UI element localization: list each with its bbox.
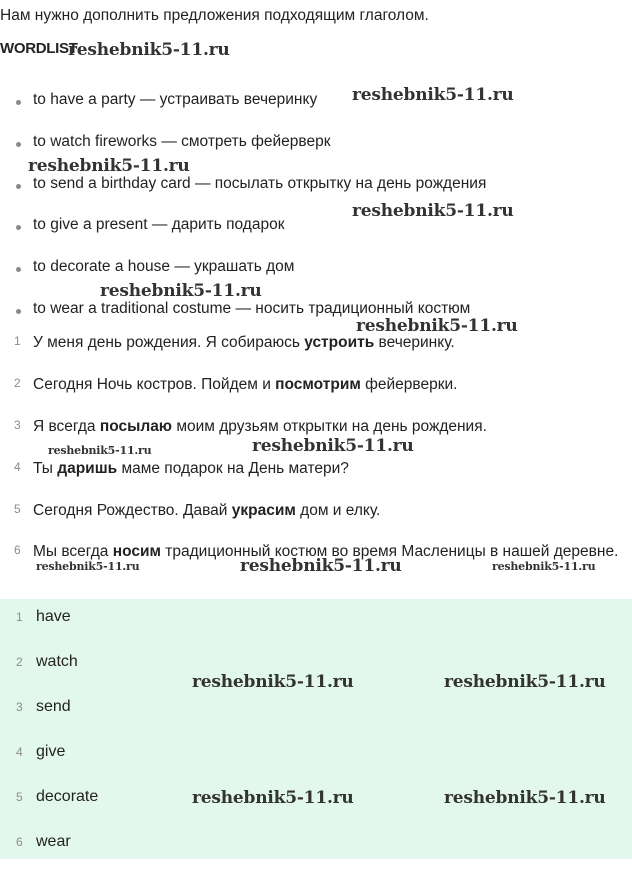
answer-text: wear	[36, 833, 71, 850]
wordlist-item-text: to have a party — устраивать вечеринку	[33, 91, 318, 108]
sentence-number: 1	[14, 334, 21, 348]
sentence-verb: устроить	[304, 334, 375, 351]
watermark-text: reshebnik5-11.ru	[444, 788, 606, 808]
sentence-text: Ты даришь маме подарок на День матери?	[33, 460, 349, 477]
answer-text: watch	[36, 653, 78, 670]
answer-text: decorate	[36, 788, 99, 805]
bullet-dot	[16, 225, 21, 230]
sentence-number: 4	[14, 460, 21, 474]
sentence-number: 6	[14, 543, 21, 557]
watermark-text: reshebnik5-11.ru	[100, 281, 262, 301]
watermark-text: reshebnik5-11.ru	[492, 560, 596, 573]
sentence-verb: украсим	[231, 502, 296, 519]
wordlist-item-text: to wear a traditional costume — носить традиционный костюм	[33, 300, 471, 317]
watermark-text: reshebnik5-11.ru	[352, 201, 514, 221]
wordlist-item-text: to send a birthday card — посылать открытку на день рождения	[33, 175, 487, 192]
answer-number: 5	[16, 790, 23, 804]
answer-number: 2	[16, 655, 23, 669]
sentence-text: Сегодня Ночь костров. Пойдем и посмотрим фейерверки.	[33, 376, 458, 393]
wordlist-item-text: to give a present — дарить подарок	[33, 216, 285, 233]
wordlist-title: WORDLIST	[0, 40, 78, 57]
watermark-text: reshebnik5-11.ru	[192, 672, 354, 692]
sentence-verb: посылаю	[99, 418, 173, 435]
watermark-text: reshebnik5-11.ru	[192, 788, 354, 808]
watermark-text: reshebnik5-11.ru	[48, 444, 152, 457]
answers-panel	[0, 599, 632, 859]
answer-text: send	[36, 698, 71, 715]
sentence-number: 2	[14, 376, 21, 390]
bullet-dot	[16, 267, 21, 272]
sentence-number: 3	[14, 418, 21, 432]
watermark-text: reshebnik5-11.ru	[240, 556, 402, 576]
sentence-text: У меня день рождения. Я собираюсь устроить вечеринку.	[33, 334, 455, 351]
watermark-text: reshebnik5-11.ru	[36, 560, 140, 573]
answer-number: 1	[16, 610, 23, 624]
watermark-text: reshebnik5-11.ru	[356, 316, 518, 336]
watermark-text: reshebnik5-11.ru	[252, 436, 414, 456]
bullet-dot	[16, 142, 21, 147]
sentence-text: Мы всегда носим традиционный костюм во время Масленицы в нашей деревне.	[33, 543, 619, 560]
intro-text: Нам нужно дополнить предложения подходящим глаголом.	[0, 7, 429, 24]
bullet-dot	[16, 184, 21, 189]
wordlist-item-text: to decorate a house — украшать дом	[33, 258, 295, 275]
wordlist-item-text: to watch fireworks — смотреть фейерверк	[33, 133, 331, 150]
answer-number: 3	[16, 700, 23, 714]
sentence-verb: посмотрим	[275, 376, 361, 393]
sentence-verb: носим	[112, 543, 161, 560]
sentence-text: Я всегда посылаю моим друзьям открытки на день рождения.	[33, 418, 487, 435]
sentence-number: 5	[14, 502, 21, 516]
sentence-text: Сегодня Рождество. Давай украсим дом и елку.	[33, 502, 381, 519]
answer-number: 6	[16, 835, 23, 849]
answer-text: give	[36, 743, 66, 760]
watermark-text: reshebnik5-11.ru	[444, 672, 606, 692]
bullet-dot	[16, 100, 21, 105]
watermark-text: reshebnik5-11.ru	[352, 85, 514, 105]
sentence-verb: даришь	[57, 460, 118, 477]
answer-number: 4	[16, 745, 23, 759]
answer-text: have	[36, 608, 71, 625]
watermark-text: reshebnik5-11.ru	[68, 40, 230, 60]
bullet-dot	[16, 309, 21, 314]
watermark-text: reshebnik5-11.ru	[28, 156, 190, 176]
